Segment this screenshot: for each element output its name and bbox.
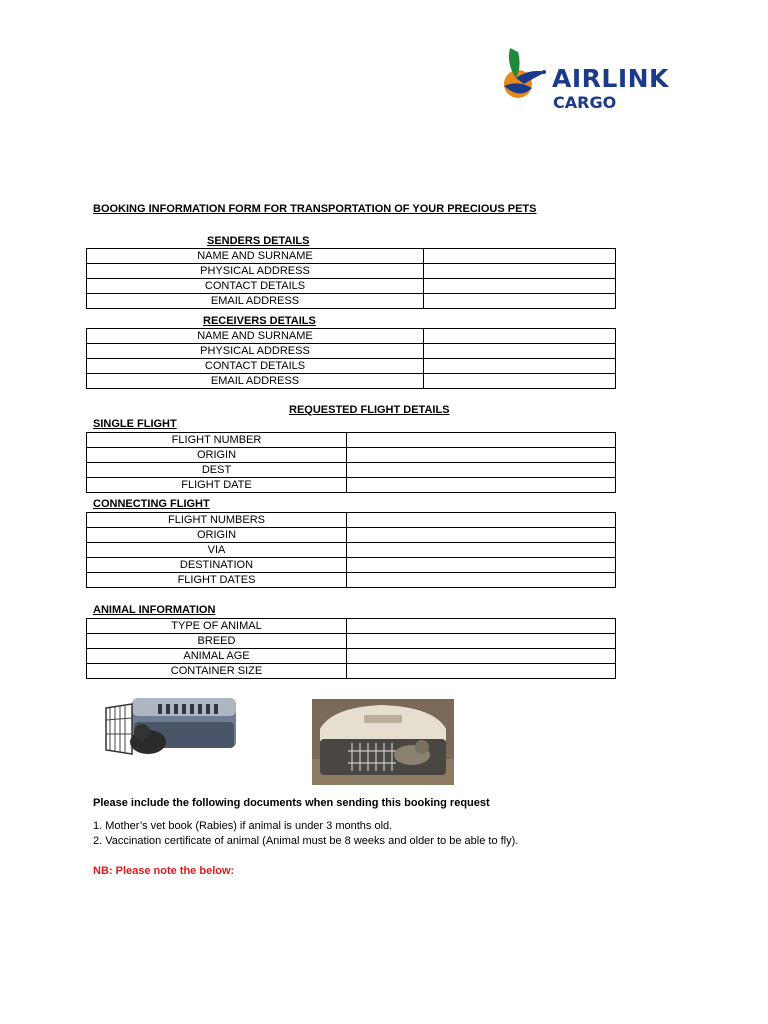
senders-table (86, 248, 616, 309)
receiver-contact-field[interactable] (424, 359, 616, 374)
field-label: ORIGIN (87, 448, 347, 463)
via-field[interactable] (347, 543, 616, 558)
table-row (87, 664, 616, 679)
flight-dates-field[interactable] (347, 573, 616, 588)
table-row (87, 279, 616, 294)
field-label: NAME AND SURNAME (87, 249, 424, 264)
table-row (87, 528, 616, 543)
field-label: CONTACT DETAILS (87, 279, 424, 294)
receiver-email-field[interactable] (424, 374, 616, 389)
table-row (87, 573, 616, 588)
table-row (87, 558, 616, 573)
senders-heading: SENDERS DETAILS (207, 235, 310, 247)
pet-carrier-small-image (98, 694, 240, 762)
requested-heading: REQUESTED FLIGHT DETAILS (289, 404, 450, 416)
table-row (87, 513, 616, 528)
field-label: EMAIL ADDRESS (87, 294, 424, 309)
field-label: PHYSICAL ADDRESS (87, 264, 424, 279)
field-label: FLIGHT NUMBERS (87, 513, 347, 528)
table-row (87, 359, 616, 374)
field-label: FLIGHT DATES (87, 573, 347, 588)
table-row (87, 619, 616, 634)
field-label: NAME AND SURNAME (87, 329, 424, 344)
receivers-heading: RECEIVERS DETAILS (203, 315, 316, 327)
container-size-field[interactable] (347, 664, 616, 679)
flight-date-field[interactable] (347, 478, 616, 493)
table-row (87, 634, 616, 649)
table-row (87, 649, 616, 664)
table-row (87, 294, 616, 309)
breed-field[interactable] (347, 634, 616, 649)
sender-email-field[interactable] (424, 294, 616, 309)
field-label: BREED (87, 634, 347, 649)
nb-note: NB: Please note the below: (93, 865, 235, 877)
destination-field[interactable] (347, 558, 616, 573)
animal-heading: ANIMAL INFORMATION (93, 604, 216, 616)
table-row (87, 374, 616, 389)
pet-carrier-large-image (312, 699, 454, 785)
field-label: FLIGHT NUMBER (87, 433, 347, 448)
sender-address-field[interactable] (424, 264, 616, 279)
table-row (87, 433, 616, 448)
single-flight-heading: SINGLE FLIGHT (93, 418, 177, 430)
list-item: 2. Vaccination certificate of animal (Animal must be 8 weeks and older to be able to fly). (93, 835, 519, 847)
receiver-address-field[interactable] (424, 344, 616, 359)
table-row (87, 249, 616, 264)
animal-type-field[interactable] (347, 619, 616, 634)
form-title: BOOKING INFORMATION FORM FOR TRANSPORTATION OF YOUR PRECIOUS PETS (93, 203, 537, 215)
field-label: ANIMAL AGE (87, 649, 347, 664)
table-row (87, 329, 616, 344)
receivers-table (86, 328, 616, 389)
brand-name: AIRLINK (552, 64, 669, 93)
table-row (87, 478, 616, 493)
flight-numbers-field[interactable] (347, 513, 616, 528)
field-label: EMAIL ADDRESS (87, 374, 424, 389)
field-label: DEST (87, 463, 347, 478)
field-label: CONTAINER SIZE (87, 664, 347, 679)
sender-name-field[interactable] (424, 249, 616, 264)
single-flight-table (86, 432, 616, 493)
table-row (87, 264, 616, 279)
field-label: ORIGIN (87, 528, 347, 543)
field-label: DESTINATION (87, 558, 347, 573)
table-row (87, 448, 616, 463)
dest-field[interactable] (347, 463, 616, 478)
field-label: PHYSICAL ADDRESS (87, 344, 424, 359)
field-label: TYPE OF ANIMAL (87, 619, 347, 634)
table-row (87, 463, 616, 478)
flight-number-field[interactable] (347, 433, 616, 448)
animal-age-field[interactable] (347, 649, 616, 664)
documents-title: Please include the following documents when sending this booking request (93, 797, 490, 809)
field-label: FLIGHT DATE (87, 478, 347, 493)
brand-sub: CARGO (553, 93, 617, 112)
connecting-flight-heading: CONNECTING FLIGHT (93, 498, 210, 510)
connecting-origin-field[interactable] (347, 528, 616, 543)
table-row (87, 344, 616, 359)
list-item: 1. Mother’s vet book (Rabies) if animal is under 3 months old. (93, 820, 393, 832)
sender-contact-field[interactable] (424, 279, 616, 294)
receiver-name-field[interactable] (424, 329, 616, 344)
animal-table (86, 618, 616, 679)
field-label: CONTACT DETAILS (87, 359, 424, 374)
table-row (87, 543, 616, 558)
connecting-flight-table (86, 512, 616, 588)
origin-field[interactable] (347, 448, 616, 463)
field-label: VIA (87, 543, 347, 558)
